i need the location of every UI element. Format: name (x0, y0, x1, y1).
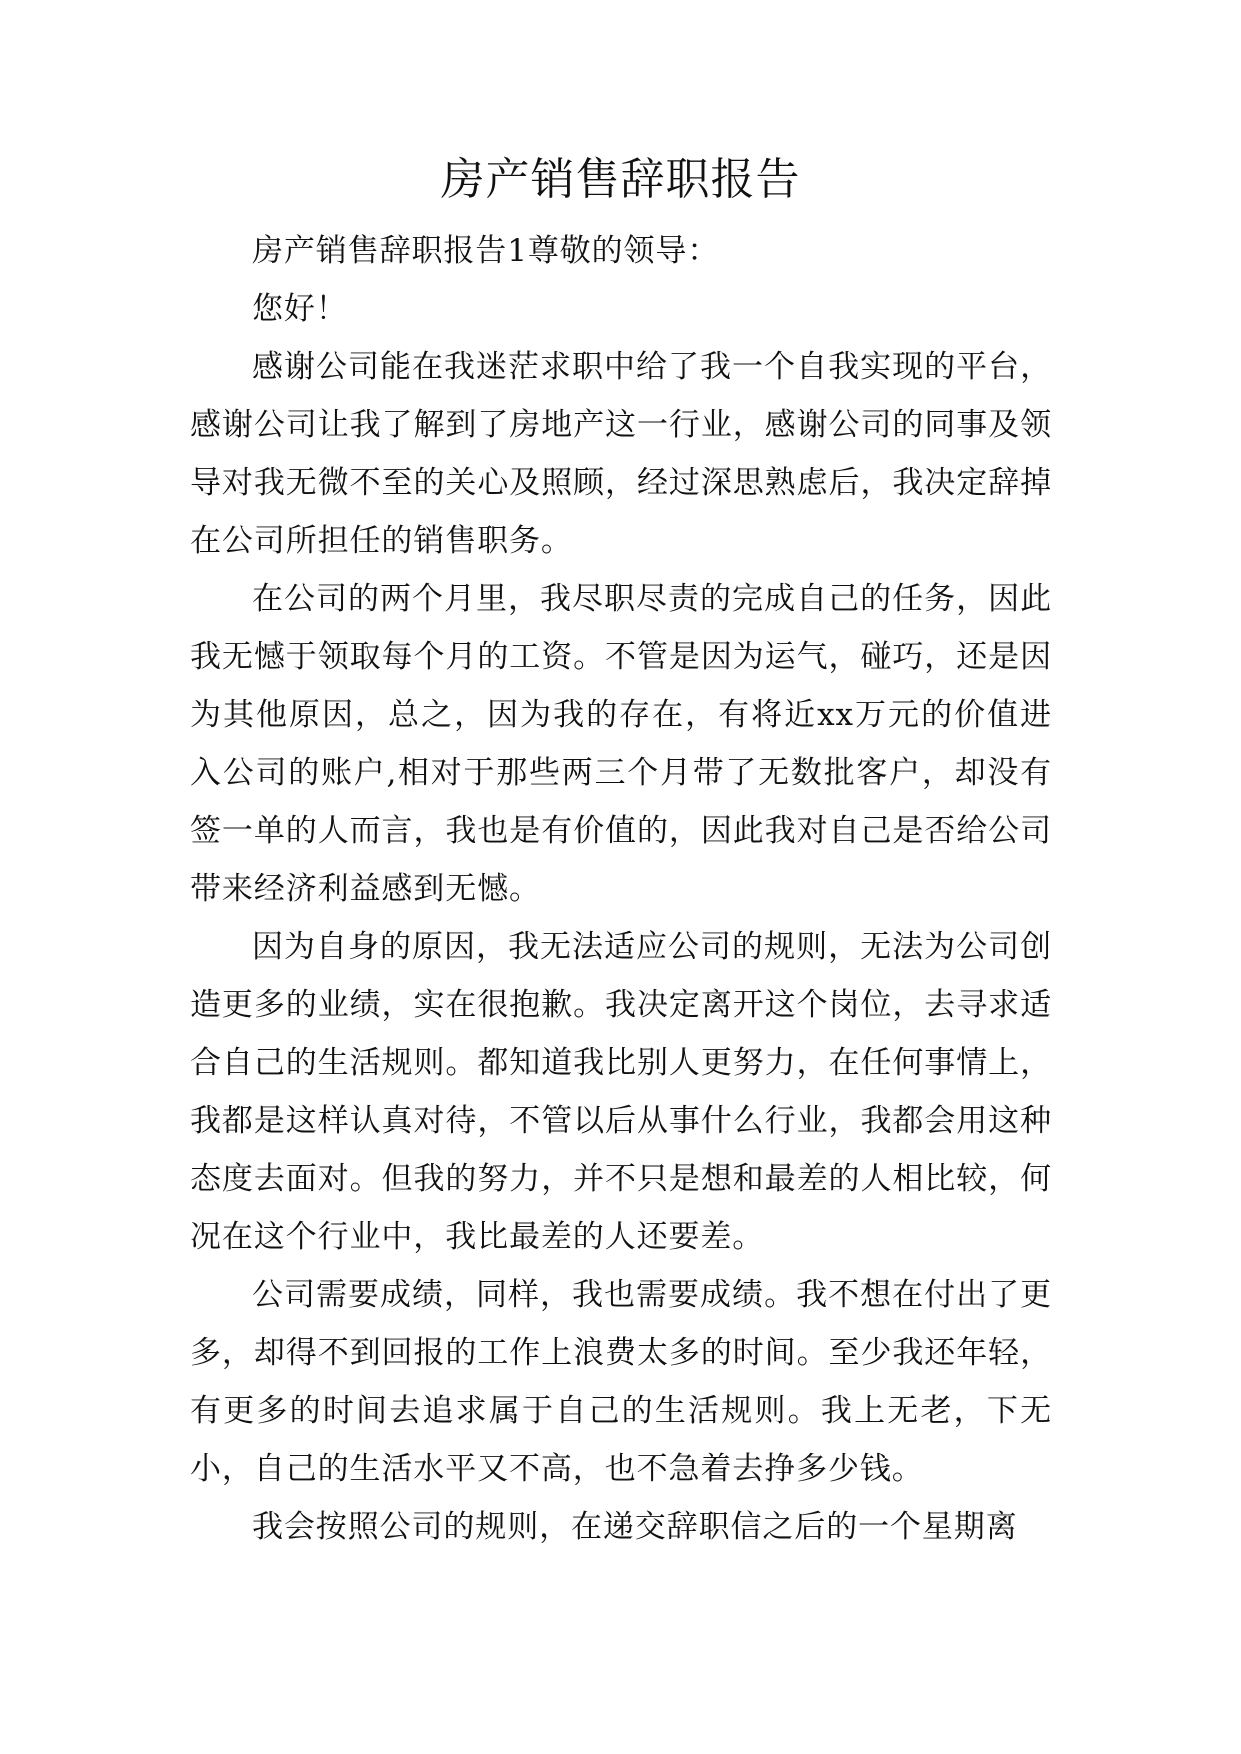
paragraph-performance: 在公司的两个月里，我尽职尽责的完成自己的任务，因此我无憾于领取每个月的工资。不管是因为运气，碰巧，还是因为其他原因，总之，因为我的存在，有将近xx万元的价值进入公司的账户,相对于那些两三个月带了无数批客户，却没有签一单的人而言，我也是有价值的，因此我对自己是否给公司带来经济利益感到无憾。 (190, 581, 1052, 907)
document-title: 房产销售辞职报告 (440, 154, 801, 205)
paragraph-goals: 公司需要成绩，同样，我也需要成绩。我不想在付出了更多，却得不到回报的工作上浪费太多的时间。至少我还年轻，有更多的时间去追求属于自己的生活规则。我上无老，下无小，自己的生活水平又不高，也不急着去挣多少钱。 (190, 1277, 1052, 1487)
document-body (190, 222, 1052, 1556)
paragraph-heading-salutation: 房产销售辞职报告1尊敬的领导： (252, 233, 720, 269)
paragraph-thanks: 感谢公司能在我迷茫求职中给了我一个自我实现的平台，感谢公司让我了解到了房地产这一行业，感谢公司的同事及领导对我无微不至的关心及照顾，经过深思熟虑后，我决定辞掉在公司所担任的销售职务。 (190, 349, 1052, 559)
paragraph-greeting: 您好！ (252, 291, 348, 327)
paragraph-departure: 我会按照公司的规则，在递交辞职信之后的一个星期离 (252, 1509, 1018, 1545)
paragraph-reason: 因为自身的原因，我无法适应公司的规则，无法为公司创造更多的业绩，实在很抱歉。我决定离开这个岗位，去寻求适合自己的生活规则。都知道我比别人更努力，在任何事情上，我都是这样认真对待，不管以后从事什么行业，我都会用这种态度去面对。但我的努力，并不只是想和最差的人相比较，何况在这个行业中，我比最差的人还要差。 (190, 929, 1052, 1255)
